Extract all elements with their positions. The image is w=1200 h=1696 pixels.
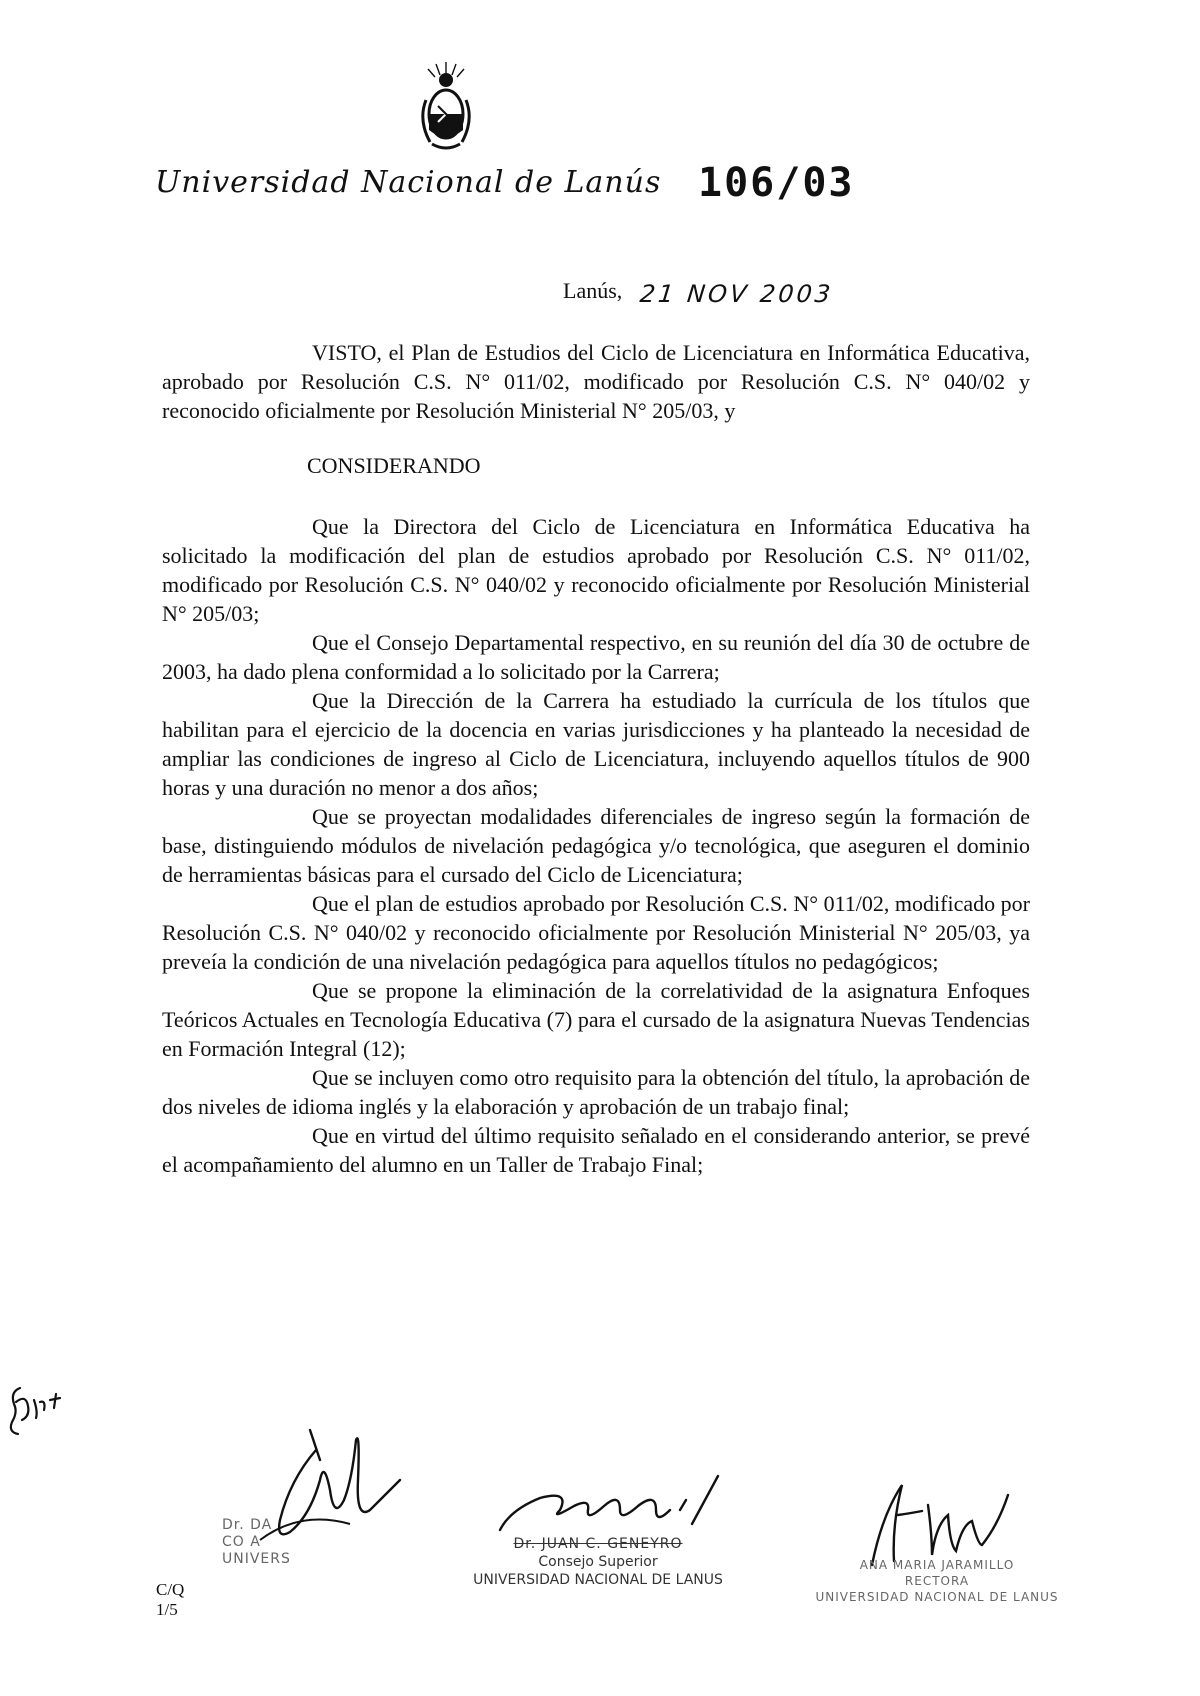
signer-role: RECTORA [904, 1574, 970, 1588]
considerando-paragraph: Que el plan de estudios aprobado por Resolución C.S. N° 011/02, modificado por Resolución C.S. N° 040/02 y reconocido oficialmente por Resolución Ministerial N° 205/03, ya preveía la condición de una nivelación pedagógica para aquellos títulos no pedagógicos; [162, 891, 1030, 974]
place-label: Lanús, [563, 278, 623, 303]
resolution-number: 106/03 [698, 160, 855, 206]
signature-right-caption [812, 1557, 1062, 1605]
signer-institution: UNIVERSIDAD NACIONAL DE LANUS [473, 1572, 723, 1588]
signer-name: ANA MARIA JARAMILLO [859, 1558, 1015, 1572]
considerando-paragraph: Que el Consejo Departamental respectivo, en su reunión del día 30 de octubre de 2003, ha dado plena conformidad a lo solicitado por la Carrera; [162, 630, 1030, 684]
page-number: 1/5 [156, 1600, 178, 1619]
considerando-heading: CONSIDERANDO [307, 453, 481, 478]
university-name: Universidad Nacional de Lanús [155, 165, 662, 200]
resolution-body [162, 338, 1030, 1179]
signature-left-line: UNIVERS [222, 1551, 291, 1567]
date-stamp: 21 NOV 2003 [638, 280, 835, 308]
visto-paragraph: VISTO, el Plan de Estudios del Ciclo de Licenciatura en Informática Educativa, aprobado por Resolución C.S. N° 011/02, modificado por Resolución C.S. N° 040/02 y reconocido oficialmente por Resolución Ministerial N° 205/03, y [162, 340, 1030, 423]
considerando-paragraph: Que la Directora del Ciclo de Licenciatura en Informática Educativa ha solicitado la modificación del plan de estudios aprobado por Resolución C.S. N° 011/02, modificado por Resolución C.S. N° 040/02 y reconocido oficialmente por Resolución Ministerial N° 205/03; [162, 514, 1030, 626]
signer-institution: UNIVERSIDAD NACIONAL DE LANUS [815, 1590, 1059, 1604]
page-reference [156, 1580, 184, 1620]
national-coat-of-arms-icon [416, 60, 476, 160]
signer-name: Dr. JUAN C. GENEYRO [513, 1536, 683, 1552]
signature-left-caption [222, 1517, 291, 1568]
considerando-paragraph: Que en virtud del último requisito señalado en el considerando anterior, se prevé el acompañamiento del alumno en un Taller de Trabajo Final; [162, 1123, 1030, 1177]
signer-role: Consejo Superior [538, 1554, 658, 1570]
signature-center-caption [458, 1535, 738, 1589]
considerando-paragraph: Que se incluyen como otro requisito para la obtención del título, la aprobación de dos niveles de idioma inglés y la elaboración y aprobación de un trabajo final; [162, 1065, 1030, 1119]
margin-initials-signature [6, 1382, 76, 1442]
considerando-paragraph: Que se propone la eliminación de la correlatividad de la asignatura Enfoques Teóricos Actuales en Tecnología Educativa (7) para el cursado de la asignatura Nuevas Tendencias en Formación Integral (12); [162, 978, 1030, 1061]
considerando-paragraph: Que la Dirección de la Carrera ha estudiado la currícula de los títulos que habilitan para el ejercicio de la docencia en varias jurisdicciones y ha planteado la necesidad de ampliar las condiciones de ingreso al Ciclo de Licenciatura, incluyendo aquellos títulos de 900 horas y una duración no menor a dos años; [162, 688, 1030, 800]
signature-left-line: CO A [222, 1534, 261, 1550]
considerando-paragraph: Que se proyectan modalidades diferenciales de ingreso según la formación de base, distinguiendo módulos de nivelación pedagógica y/o tecnológica, que aseguren el dominio de herramientas básicas para el cursado del Ciclo de Licenciatura; [162, 804, 1030, 887]
document-code: C/Q [156, 1580, 185, 1599]
signature-left-line: Dr. DA [222, 1517, 273, 1533]
